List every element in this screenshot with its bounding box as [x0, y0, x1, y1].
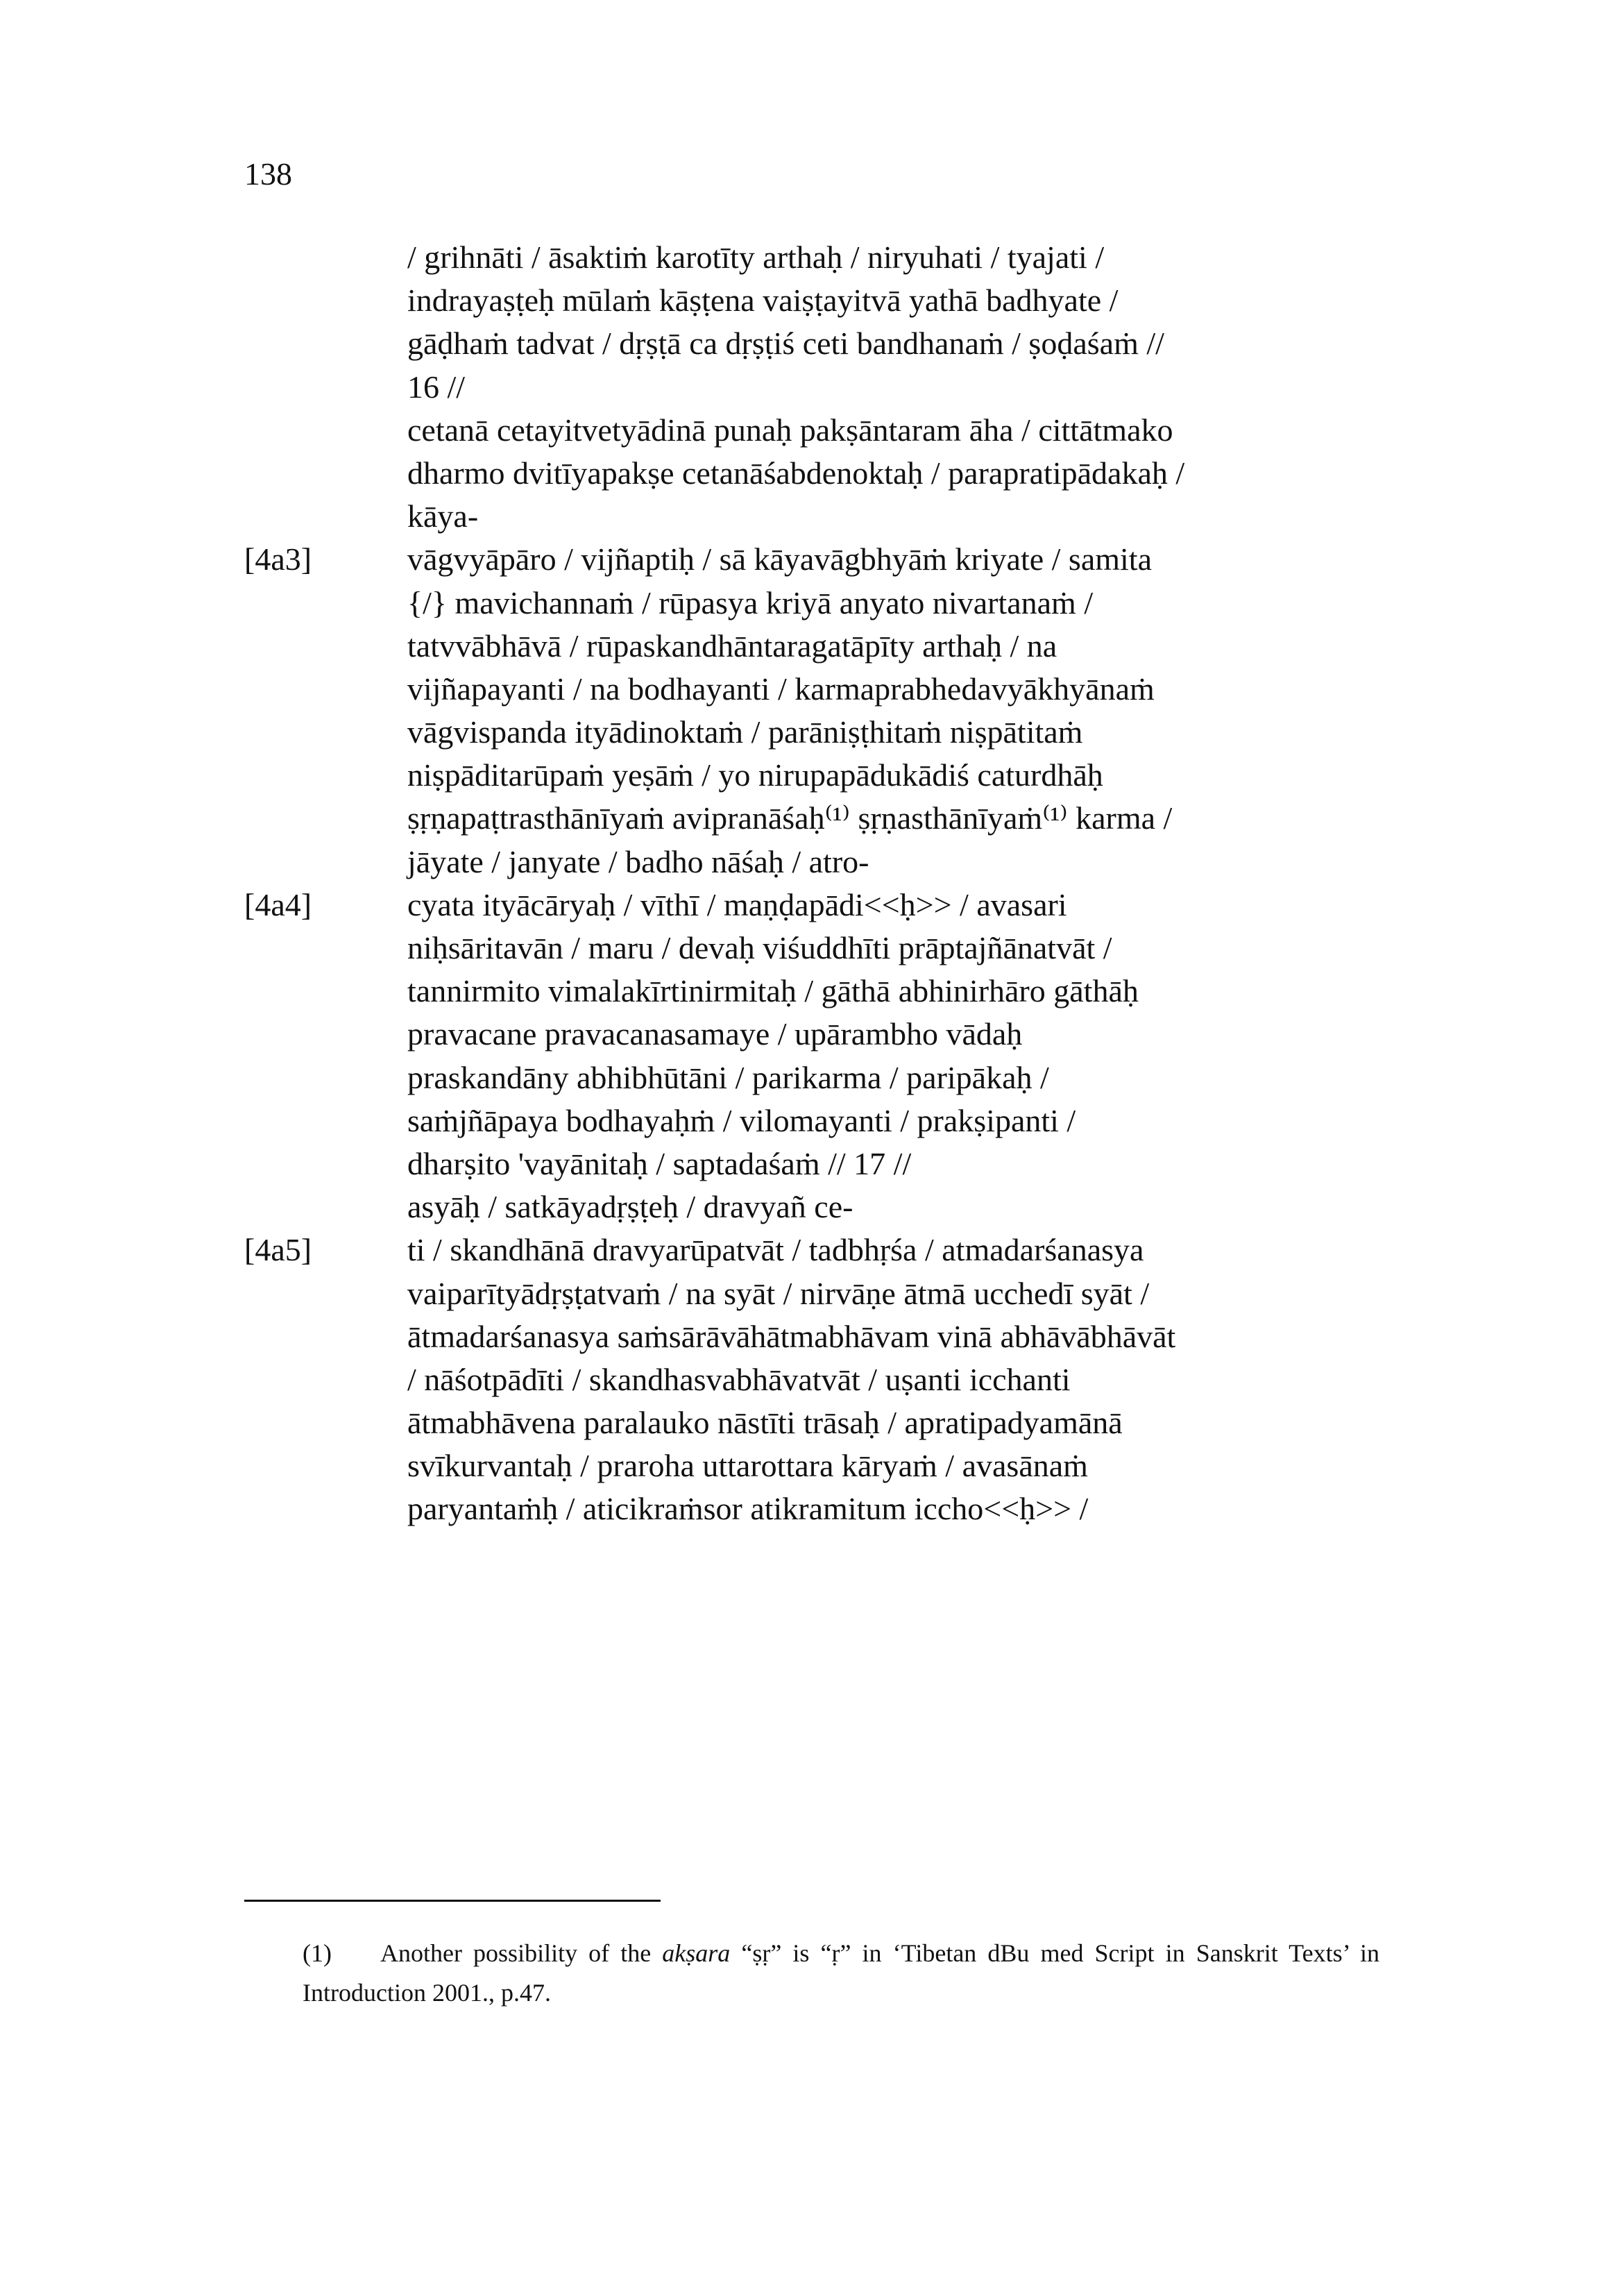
text-line — [0, 1013, 1623, 1056]
line-text: dharṣito 'vayānitaḥ / saptadaśaṁ // 17 // — [407, 1145, 912, 1181]
line-text: indrayaṣṭeḥ mūlaṁ kāṣṭena vaiṣṭayitvā yathā badhyate / — [407, 282, 1119, 319]
text-line — [0, 1056, 1623, 1099]
text-line — [0, 754, 1623, 797]
line-text: jāyate / janyate / badho nāśaḥ / atro- — [407, 843, 869, 879]
line-text: svīkurvantaḥ / praroha uttarottara kāryaṁ / avasānaṁ — [407, 1448, 1088, 1484]
footnote-text-after: “ṣṛ” is “ṛ” in ‘Tibetan dBu med Script in Sanskrit Texts’ in Introduction 2001., p.47. — [303, 1939, 1379, 2007]
text-line — [0, 538, 1623, 581]
text-line — [0, 1358, 1623, 1401]
line-text: vaiparītyādṛṣṭatvaṁ / na syāt / nirvāṇe ātmā ucchedī syāt / — [407, 1275, 1150, 1311]
line-text: 16 // — [407, 369, 466, 405]
line-text: ti / skandhānā dravyarūpatvāt / tadbhṛśa / atmadarśanasya — [407, 1232, 1144, 1268]
text-line — [0, 1185, 1623, 1229]
line-text: pravacane pravacanasamaye / upārambho vādaḥ — [407, 1016, 1023, 1052]
text-line — [0, 322, 1623, 365]
text-line — [0, 1099, 1623, 1142]
footnote-term: akṣara — [662, 1939, 731, 1967]
text-line — [0, 1401, 1623, 1444]
text-line — [0, 711, 1623, 754]
line-text: cetanā cetayitvetyādinā punaḥ pakṣāntaram āha / cittātmako — [407, 412, 1173, 448]
text-line — [0, 1444, 1623, 1487]
line-text: tatvvābhāvā / rūpaskandhāntaragatāpīty arthaḥ / na — [407, 627, 1057, 664]
text-line — [0, 279, 1623, 322]
text-line — [0, 452, 1623, 495]
line-text: vāgvispanda ityādinoktaṁ / parāniṣṭhitaṁ niṣpātitaṁ — [407, 714, 1083, 750]
text-line — [0, 366, 1623, 409]
text-line — [0, 927, 1623, 970]
line-text: ātmadarśanasya saṁsārāvāhātmabhāvam vinā abhāvābhāvāt — [407, 1318, 1176, 1354]
main-text — [0, 236, 1623, 1531]
text-line — [0, 970, 1623, 1013]
text-line — [0, 495, 1623, 538]
line-text: {/} mavichannaṁ / rūpasya kriyā anyato nivartanaṁ / — [407, 584, 1094, 621]
line-text: / nāśotpādīti / skandhasvabhāvatvāt / uṣanti icchanti — [407, 1361, 1071, 1397]
line-text: kāya- — [407, 498, 479, 534]
line-text: ātmabhāvena paralauko nāstīti trāsaḥ / apratipadyamānā — [407, 1405, 1123, 1441]
text-line — [0, 582, 1623, 625]
text-line — [0, 1142, 1623, 1185]
footnote-text-before: Another possibility of the — [380, 1939, 663, 1967]
text-line — [0, 884, 1623, 927]
text-line — [0, 668, 1623, 711]
line-text: vijñapayanti / na bodhayanti / karmaprabhedavyākhyānaṁ — [407, 670, 1155, 707]
footnote-label: (1) — [303, 1939, 332, 1967]
line-text: cyata ityācāryaḥ / vīthī / maṇḍapādi<<ḥ>> / avasari — [407, 886, 1067, 922]
line-text: niṣpāditarūpaṁ yeṣāṁ / yo nirupapādukādiś caturdhāḥ — [407, 757, 1103, 793]
text-line — [0, 1315, 1623, 1358]
line-text: niḥsāritavān / maru / devaḥ viśuddhīti prāptajñānatvāt / — [407, 930, 1112, 965]
line-text: / grihnāti / āsaktiṁ karotīty arthaḥ / niryuhati / tyajati / — [407, 239, 1105, 275]
line-text: vāgvyāpāro / vijñaptiḥ / sā kāyavāgbhyāṁ kriyate / samita — [407, 541, 1153, 577]
text-line — [0, 625, 1623, 668]
text-line — [0, 409, 1623, 452]
line-text: saṁjñāpaya bodhayaḥṁ / vilomayanti / prakṣipanti / — [407, 1102, 1076, 1138]
folio-marker: [4a4] — [244, 886, 312, 922]
text-line — [0, 1229, 1623, 1272]
line-text: paryantaṁḥ / aticikraṁsor atikramitum iccho<<ḥ>> / — [407, 1491, 1089, 1527]
page-number: 138 — [244, 156, 292, 192]
text-line — [0, 236, 1623, 279]
line-text: ṣṛṇapaṭtrasthānīyaṁ avipranāśaḥ⁽¹⁾ ṣṛṇasthānīyaṁ⁽¹⁾ karma / — [407, 800, 1173, 836]
footnote-body — [303, 1939, 1379, 2007]
line-text: dharmo dvitīyapakṣe cetanāśabdenoktaḥ / parapratipādakaḥ / — [407, 455, 1185, 491]
line-text: praskandāny abhibhūtāni / parikarma / paripākaḥ / — [407, 1059, 1049, 1095]
line-text: gāḍhaṁ tadvat / dṛṣṭā ca dṛṣṭiś ceti bandhanaṁ / ṣoḍaśaṁ // — [407, 326, 1164, 362]
text-line — [0, 1272, 1623, 1315]
footnote — [303, 1934, 1379, 2013]
line-text: tannirmito vimalakīrtinirmitaḥ / gāthā abhinirhāro gāthāḥ — [407, 973, 1139, 1009]
text-line — [0, 841, 1623, 884]
line-text: asyāḥ / satkāyadṛṣṭeḥ / dravyañ ce- — [407, 1189, 853, 1225]
text-line — [0, 797, 1623, 840]
folio-marker: [4a5] — [244, 1232, 312, 1268]
folio-marker: [4a3] — [244, 541, 312, 577]
text-line — [0, 1487, 1623, 1530]
footnote-divider — [244, 1900, 661, 1902]
